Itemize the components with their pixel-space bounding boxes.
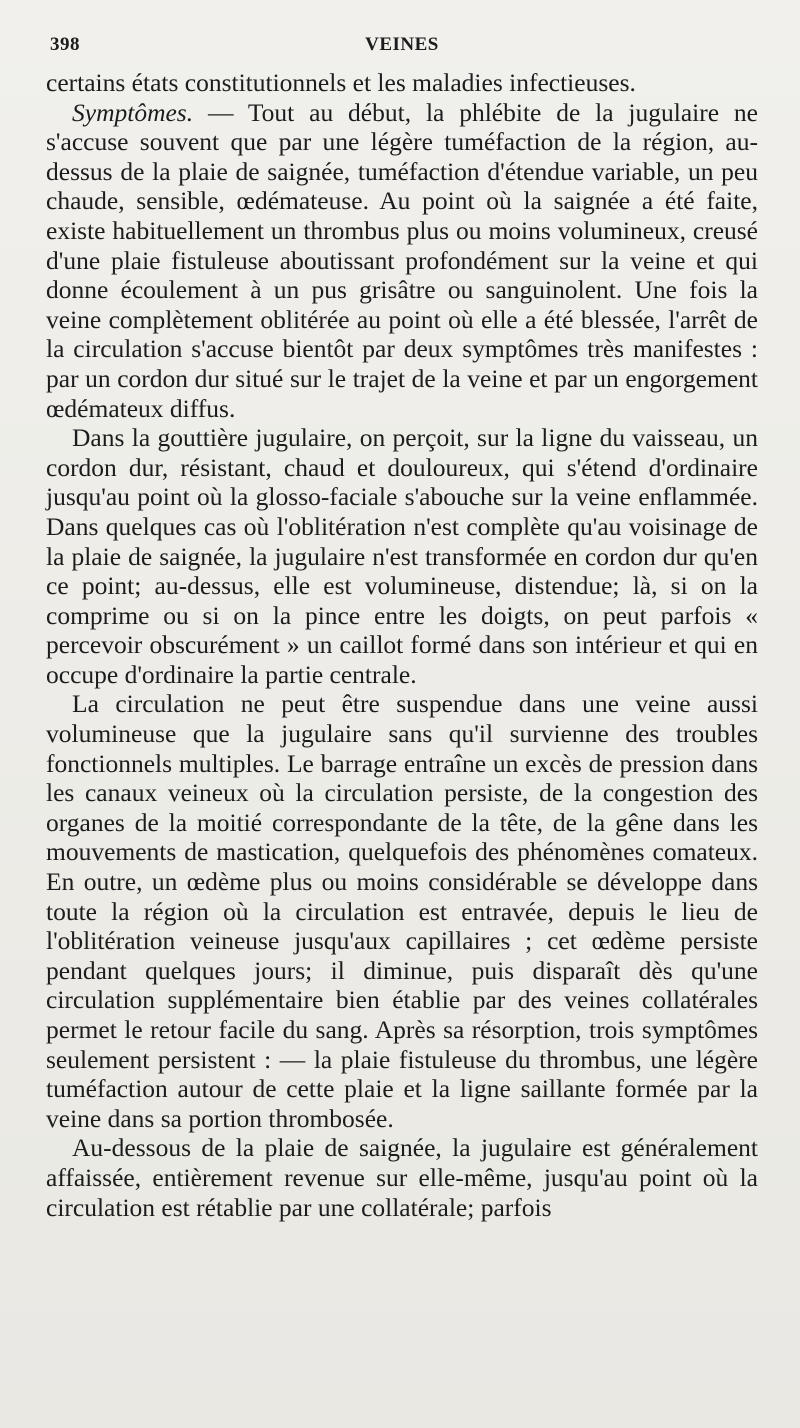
running-head xyxy=(46,32,758,62)
paragraph-gouttiere-jugulaire xyxy=(46,423,758,689)
chapter-title: VEINES xyxy=(365,34,439,55)
section-heading-symptomes: Symptômes. xyxy=(72,97,194,127)
paragraph-text: — Tout au début, la phlébite de la jugulaire ne s'accuse souvent que par une légère tuméfaction de la région, au-dessus de la plaie de saignée, tuméfaction d'étendue variable, un peu chaude, sensible, œdémateuse. Au point où la saignée a été faite, existe habituellement un thrombus plus ou moins volumineux, creusé d'une plaie fistuleuse aboutissant profondément sur la veine et qui donne écoulement à un pus grisâtre ou sanguinolent. Une fois la veine complètement oblitérée au point où elle a été blessée, l'arrêt de la circulation s'accuse bientôt par deux symptômes très manifestes : par un cordon dur situé sur le trajet de la veine et par un engorgement œdémateux diffus. xyxy=(46,97,758,423)
paragraph-text: certains états constitutionnels et les maladies infectieuses. xyxy=(46,68,636,97)
paragraph-au-dessous xyxy=(46,1133,758,1222)
body-text xyxy=(46,68,758,1222)
paragraph-continuation xyxy=(46,68,758,98)
paragraph-text: La circulation ne peut être suspendue dans une veine aussi volumineuse que la jugulaire sans qu'il survienne des troubles fonctionnels multiples. Le barrage entraîne un excès de pression dans les canaux veineux où la circulation persiste, de la congestion des organes de la moitié correspondante de la tête, de la gêne dans les mouvements de mastication, quelquefois des phénomènes comateux. En outre, un œdème plus ou moins considérable se développe dans toute la région où la circulation est entravée, depuis le lieu de l'oblitération veineuse jusqu'aux capillaires ; cet œdème persiste pendant quelques jours; il diminue, puis disparaît dès qu'une circulation supplémentaire bien établie par des veines collatérales permet le retour facile du sang. Après sa résorption, trois symptômes seulement persistent : — la plaie fistuleuse du thrombus, une légère tuméfaction autour de cette plaie et la ligne saillante formée par la veine dans sa portion thrombosée. xyxy=(46,689,758,1133)
paragraph-text: Dans la gouttière jugulaire, on perçoit, sur la ligne du vaisseau, un cordon dur, résistant, chaud et douloureux, qui s'étend d'ordinaire jusqu'au point où la glosso-faciale s'abouche sur la veine enflammée. Dans quelques cas où l'oblitération n'est complète qu'au voisinage de la plaie de saignée, la jugulaire n'est transformée en cordon dur qu'en ce point; au-dessus, elle est volumineuse, distendue; là, si on la comprime ou si on la pince entre les doigts, on peut parfois « percevoir obscurément » un caillot formé dans son intérieur et qui en occupe d'ordinaire la partie centrale. xyxy=(46,423,758,689)
paragraph-text: Au-dessous de la plaie de saignée, la jugulaire est généralement affaissée, entièrement revenue sur elle-même, jusqu'au point où la circulation est rétablie par une collatérale; parfois xyxy=(46,1133,758,1222)
paragraph-circulation xyxy=(46,689,758,1133)
paragraph-symptoms xyxy=(46,98,758,424)
page-number: 398 xyxy=(50,34,80,55)
